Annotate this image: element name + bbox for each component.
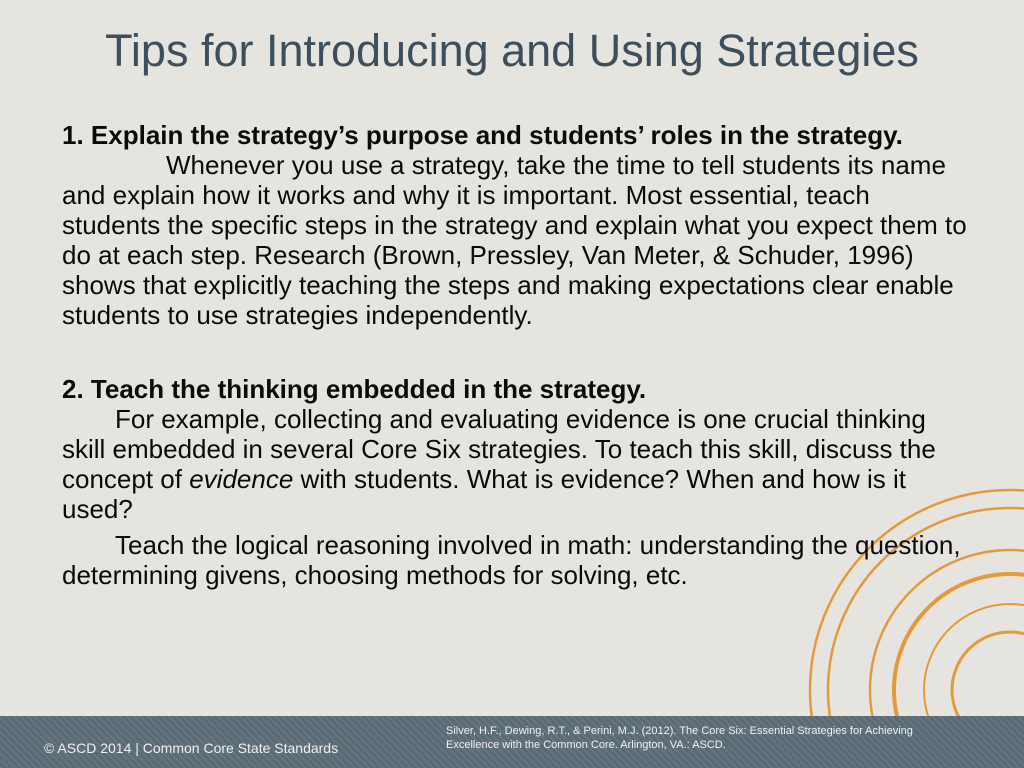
- point-2-body-1: [62, 404, 967, 524]
- spacer: [62, 330, 967, 374]
- point-2-body-1-text: For example, collecting and evaluating evidence is one crucial thinking skill embedded in several Core Six strategies. To teach this skill, discuss the concept of: [62, 404, 936, 494]
- footer-bar: [0, 716, 1024, 768]
- point-1-body: Whenever you use a strategy, take the time to tell students its name and explain how it works and why it is important. Most essential, teach students the specific steps in the strategy and explain what you expect them to do at each step. Research (Brown, Pressley, Van Meter, & Schuder, 1996) shows that explicitly teaching the steps and making expectations clear enable students to use strategies independently.: [62, 150, 967, 330]
- slide-content: [62, 120, 967, 590]
- point-2-body-2: Teach the logical reasoning involved in math: understanding the question, determining givens, choosing methods for solving, etc.: [62, 530, 961, 590]
- footer-citation: Silver, H.F., Dewing, R.T., & Perini, M.J. (2012). The Core Six: Essential Strategies for Achieving Excellence with the Common Core. Arlington, VA.: ASCD.: [446, 725, 913, 751]
- evidence-emphasis: evidence: [189, 464, 294, 494]
- footer-copyright: © ASCD 2014 | Common Core State Standards: [44, 740, 339, 756]
- point-2-body-1-text-end: with students. What is evidence? When and how is it used?: [62, 464, 907, 524]
- slide-title: Tips for Introducing and Using Strategies: [105, 25, 919, 76]
- point-1-heading: 1. Explain the strategy’s purpose and students’ roles in the strategy.: [62, 120, 903, 150]
- point-2-heading: 2. Teach the thinking embedded in the strategy.: [62, 374, 647, 404]
